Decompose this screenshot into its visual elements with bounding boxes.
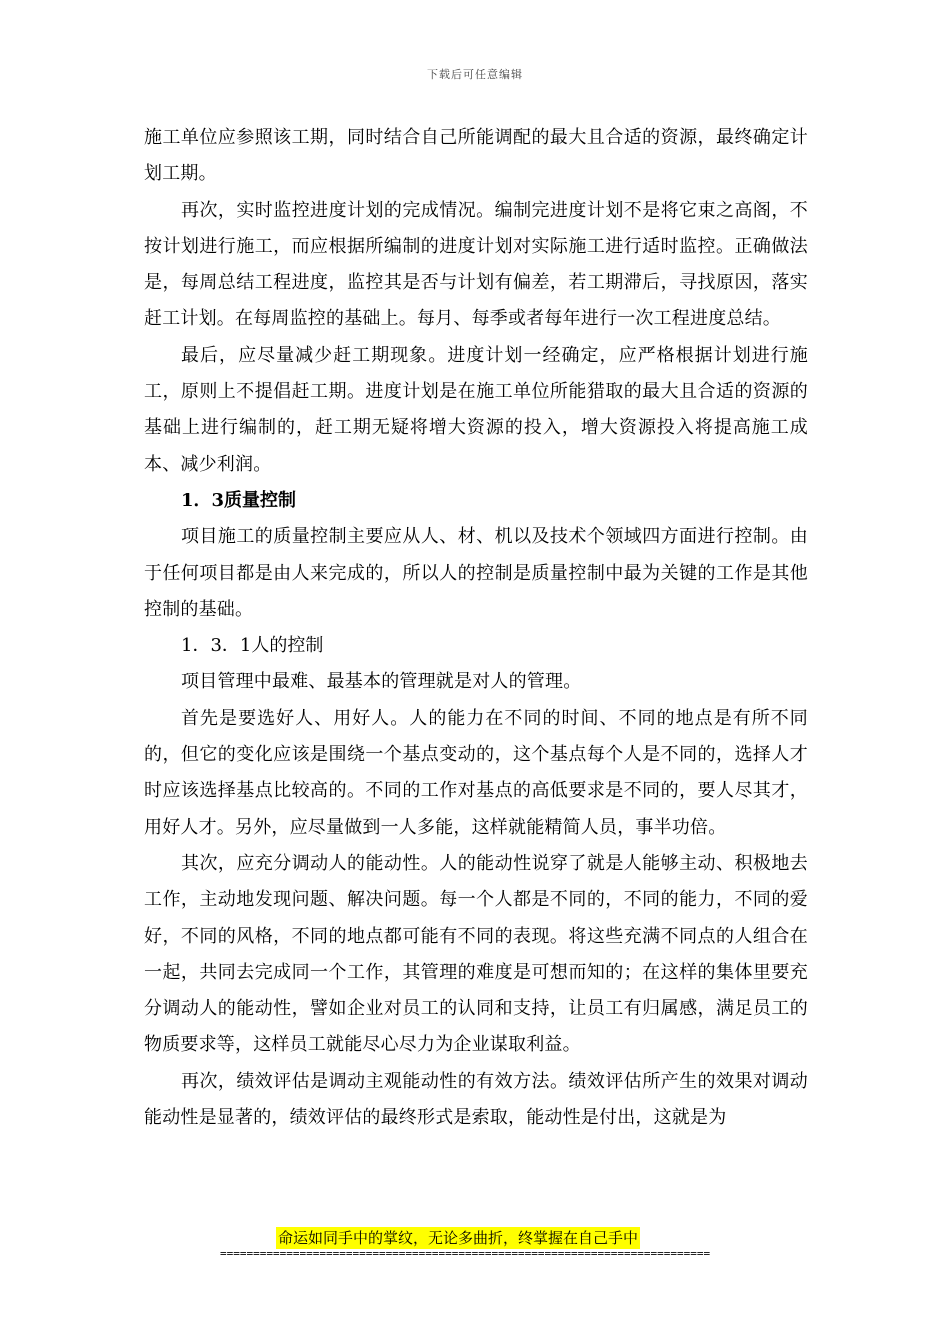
page-header: 下载后可任意编辑 — [427, 68, 523, 81]
paragraph-quality-intro: 项目施工的质量控制主要应从人、材、机以及技术个领域四方面进行控制。由于任何项目都是由人来完成的，所以人的控制是质量控制中最为关键的工作是其他控制的基础。 — [144, 526, 808, 620]
paragraph-select-people: 首先是要选好人、用好人。人的能力在不同的时间、不同的地点是有所不同的，但它的变化应该是围绕一个基点变动的，这个基点每个人是不同的，选择人才时应该选择基点比较高的。不同的工作对基点的高低要求是不同的，要人尽其才，用好人才。另外，应尽量做到一人多能，这样就能精简人员，事半功倍。 — [144, 707, 808, 838]
paragraph-progress-monitoring: 再次，实时监控进度计划的完成情况。编制完进度计划不是将它束之高阁，不按计划进行施工，而应根据所编制的进度计划对实际施工进行适时监控。正确做法是，每周总结工程进度，监控其是否与计划有偏差，若工期滞后，寻找原因，落实赶工计划。在每周监控的基础上。每月、每季或者每年进行一次工程进度总结。 — [144, 199, 808, 330]
footer-rule: ========================================================================== — [220, 1247, 711, 1260]
subsection-heading-people-control: 1．3．1人的控制 — [181, 635, 324, 657]
section-heading-quality-control: 1．3质量控制 — [181, 489, 297, 511]
document-body — [144, 120, 808, 1136]
paragraph-continuation: 施工单位应参照该工期，同时结合自己所能调配的最大且合适的资源，最终确定计划工期。 — [144, 127, 808, 185]
paragraph-performance-evaluation: 再次，绩效评估是调动主观能动性的有效方法。绩效评估所产生的效果对调动能动性是显著的，绩效评估的最终形式是索取，能动性是付出，这就是为 — [144, 1070, 808, 1129]
paragraph-people-management: 项目管理中最难、最基本的管理就是对人的管理。 — [181, 671, 582, 693]
paragraph-motivation: 其次，应充分调动人的能动性。人的能动性说穿了就是人能够主动、积极地去工作，主动地发现问题、解决问题。每一个人都是不同的，不同的能力，不同的爱好，不同的风格，不同的地点都可能有不同的表现。将这些充满不同点的人组合在一起，共同去完成同一个工作，其管理的难度是可想而知的；在这样的集体里要充分调动人的能动性，譬如企业对员工的认同和支持，让员工有归属感，满足员工的物质要求等，这样员工就能尽心尽力为企业谋取利益。 — [144, 852, 808, 1056]
footer-motto: 命运如同手中的掌纹，无论多曲折，终掌握在自己手中 — [278, 1229, 639, 1247]
paragraph-reduce-rush: 最后，应尽量减少赶工期现象。进度计划一经确定，应严格根据计划进行施工，原则上不提倡赶工期。进度计划是在施工单位所能猎取的最大且合适的资源的基础上进行编制的，赶工期无疑将增大资源的投入，增大资源投入将提高施工成本、减少利润。 — [144, 344, 808, 475]
